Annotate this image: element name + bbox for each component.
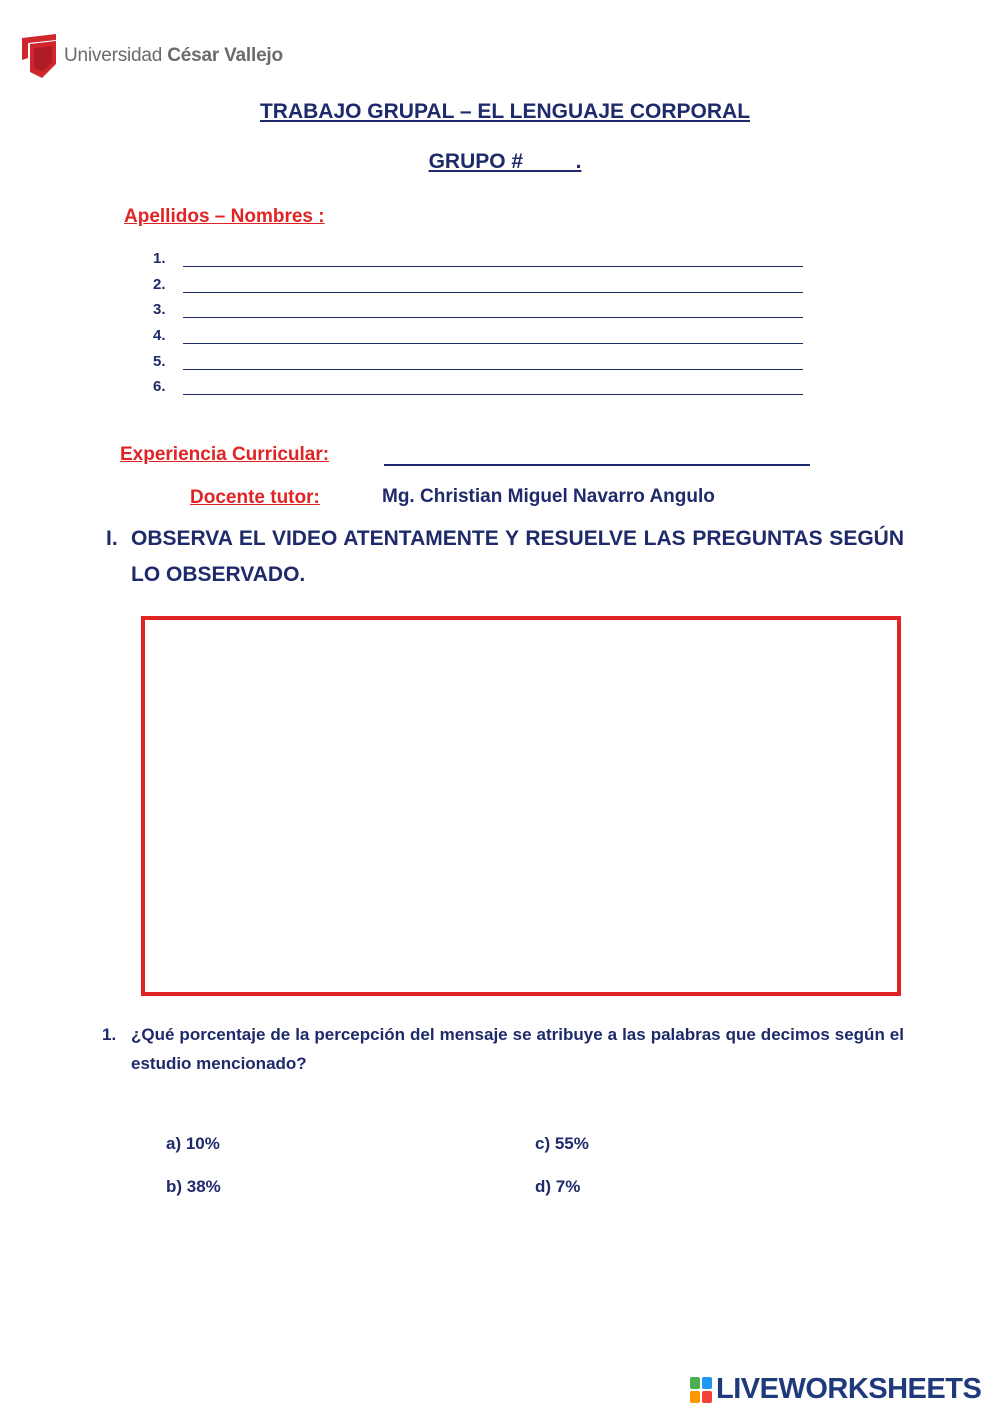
university-name [64, 45, 283, 67]
name-entry-number: 6. [153, 378, 166, 395]
tutor-name: Mg. Christian Miguel Navarro Angulo [382, 486, 715, 507]
question-text: ¿Qué porcentaje de la percepción del mensaje se atribuye a las palabras que decimos según el estudio mencionado? [131, 1025, 904, 1073]
name-entry-line[interactable] [183, 305, 803, 318]
name-entry-2[interactable] [153, 276, 803, 293]
curricular-label: Experiencia Curricular: [120, 444, 330, 465]
liveworksheets-text: LIVEWORKSHEETS [716, 1373, 982, 1405]
name-entry-line[interactable] [183, 254, 803, 267]
name-entry-number: 1. [153, 250, 166, 267]
name-entry-number: 3. [153, 301, 166, 318]
liveworksheets-blocks-icon [690, 1377, 712, 1403]
university-logo [22, 34, 283, 78]
name-entry-6[interactable] [153, 378, 803, 395]
tutor-label: Docente tutor: [190, 487, 320, 508]
question-1 [102, 1020, 904, 1078]
section-heading [106, 527, 904, 593]
university-name-bold: César Vallejo [167, 45, 283, 66]
name-entry-number: 2. [153, 276, 166, 293]
name-entry-line[interactable] [183, 331, 803, 344]
name-entry-4[interactable] [153, 327, 803, 344]
option-a[interactable]: a) 10% [166, 1134, 220, 1153]
name-entry-line[interactable] [183, 382, 803, 395]
name-entry-number: 5. [153, 353, 166, 370]
page-title: TRABAJO GRUPAL – EL LENGUAJE CORPORAL [259, 100, 751, 123]
question-number: 1. [102, 1025, 117, 1044]
name-entry-5[interactable] [153, 353, 803, 370]
liveworksheets-logo [690, 1373, 981, 1406]
name-entry-line[interactable] [183, 280, 803, 293]
video-frame[interactable] [141, 616, 901, 996]
option-b[interactable]: b) 38% [166, 1177, 221, 1196]
section-text: OBSERVA EL VIDEO ATENTAMENTE Y RESUELVE LAS PREGUNTAS SEGÚN LO OBSERVADO. [131, 527, 904, 586]
curricular-input-line[interactable] [384, 452, 810, 466]
option-c[interactable]: c) 55% [535, 1134, 589, 1153]
university-name-regular: Universidad [64, 45, 168, 66]
name-entry-line[interactable] [183, 357, 803, 370]
name-entry-3[interactable] [153, 301, 803, 318]
section-number: I. [106, 527, 118, 550]
names-label: Apellidos – Nombres : [124, 206, 325, 227]
option-d[interactable]: d) 7% [535, 1177, 581, 1196]
ucv-shield-icon [22, 34, 56, 78]
name-entry-1[interactable] [153, 250, 803, 267]
name-entry-number: 4. [153, 327, 166, 344]
group-number-field: GRUPO # . [428, 150, 582, 173]
